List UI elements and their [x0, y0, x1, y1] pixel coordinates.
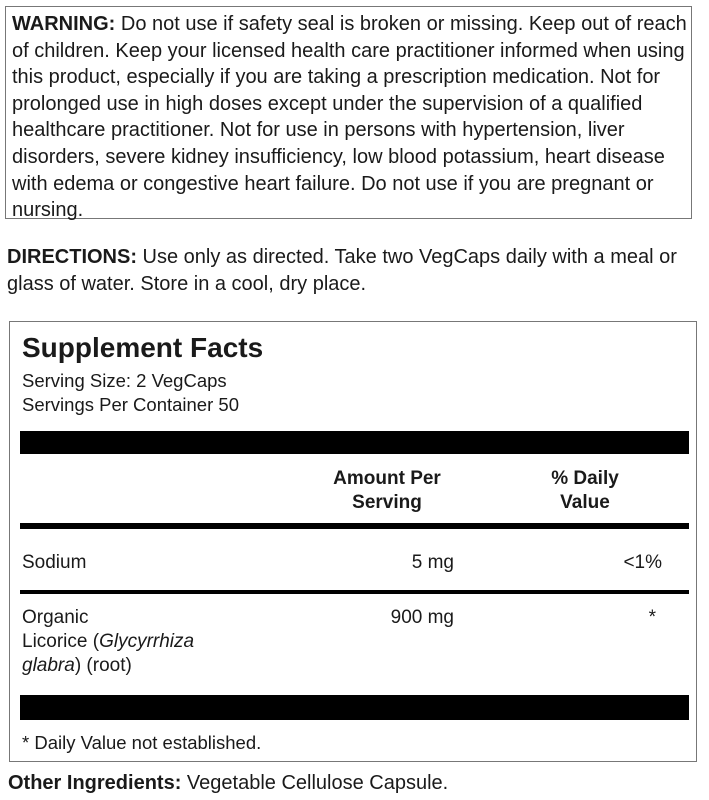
daily-value-footnote: * Daily Value not established. [22, 732, 262, 753]
directions [7, 244, 702, 297]
thick-divider-top [20, 431, 689, 454]
ingredient-name-line2 [22, 630, 194, 654]
supplement-facts-title: Supplement Facts [22, 332, 264, 363]
amount-per-serving-header [302, 467, 472, 515]
ingredient-name-line3 [22, 654, 194, 678]
ingredient-amount: 900 mg [390, 607, 454, 628]
dv-header-line2: Value [560, 492, 610, 513]
ingredient-name-line1: Organic [22, 607, 89, 628]
thick-divider-bottom [20, 695, 689, 720]
ingredient-name [22, 606, 194, 678]
ingredient-daily-value: * [648, 607, 656, 628]
header-divider [20, 523, 689, 529]
nutrient-daily-value: <1% [623, 552, 662, 573]
ingredient-part: ) (root) [74, 655, 132, 676]
nutrient-name: Sodium [22, 552, 87, 573]
supplement-facts-panel [9, 321, 697, 762]
ingredient-genus: Glycyrrhiza [99, 631, 195, 652]
warning-text: Do not use if safety seal is broken or missing. Keep out of reach of children. Keep your licensed health care practitioner informed when using this product, especially if you are taking a prescription medication. Not for prolonged use in high doses except under the supervision of a qualified healthcare practitioner. Not for use in persons with hypertension, liver disorders, severe kidney insufficiency, low blood potassium, heart disease with edema or congestive heart failure. Do not use if you are pregnant or nursing. [12, 13, 687, 222]
row-divider [20, 590, 689, 594]
daily-value-header [520, 467, 650, 515]
warning-label: WARNING: [12, 13, 116, 35]
ingredient-common-name: Licorice ( [22, 631, 100, 652]
directions-label: DIRECTIONS: [7, 246, 137, 268]
dv-header-line1: % Daily [551, 468, 619, 489]
other-ingredients-label: Other Ingredients: [8, 772, 182, 794]
warning-box [5, 6, 692, 222]
serving-size: Serving Size: 2 VegCaps [22, 370, 227, 391]
other-ingredients [8, 770, 448, 796]
amount-header-line2: Serving [352, 492, 422, 513]
servings-per-container: Servings Per Container 50 [22, 394, 239, 415]
directions-text: Use only as directed. Take two VegCaps daily with a meal or glass of water. Store in a cool, dry place. [7, 246, 677, 295]
nutrient-amount: 5 mg [411, 552, 454, 573]
amount-header-line1: Amount Per [333, 468, 441, 489]
ingredient-species: glabra [22, 655, 75, 676]
other-ingredients-text: Vegetable Cellulose Capsule. [181, 772, 449, 794]
